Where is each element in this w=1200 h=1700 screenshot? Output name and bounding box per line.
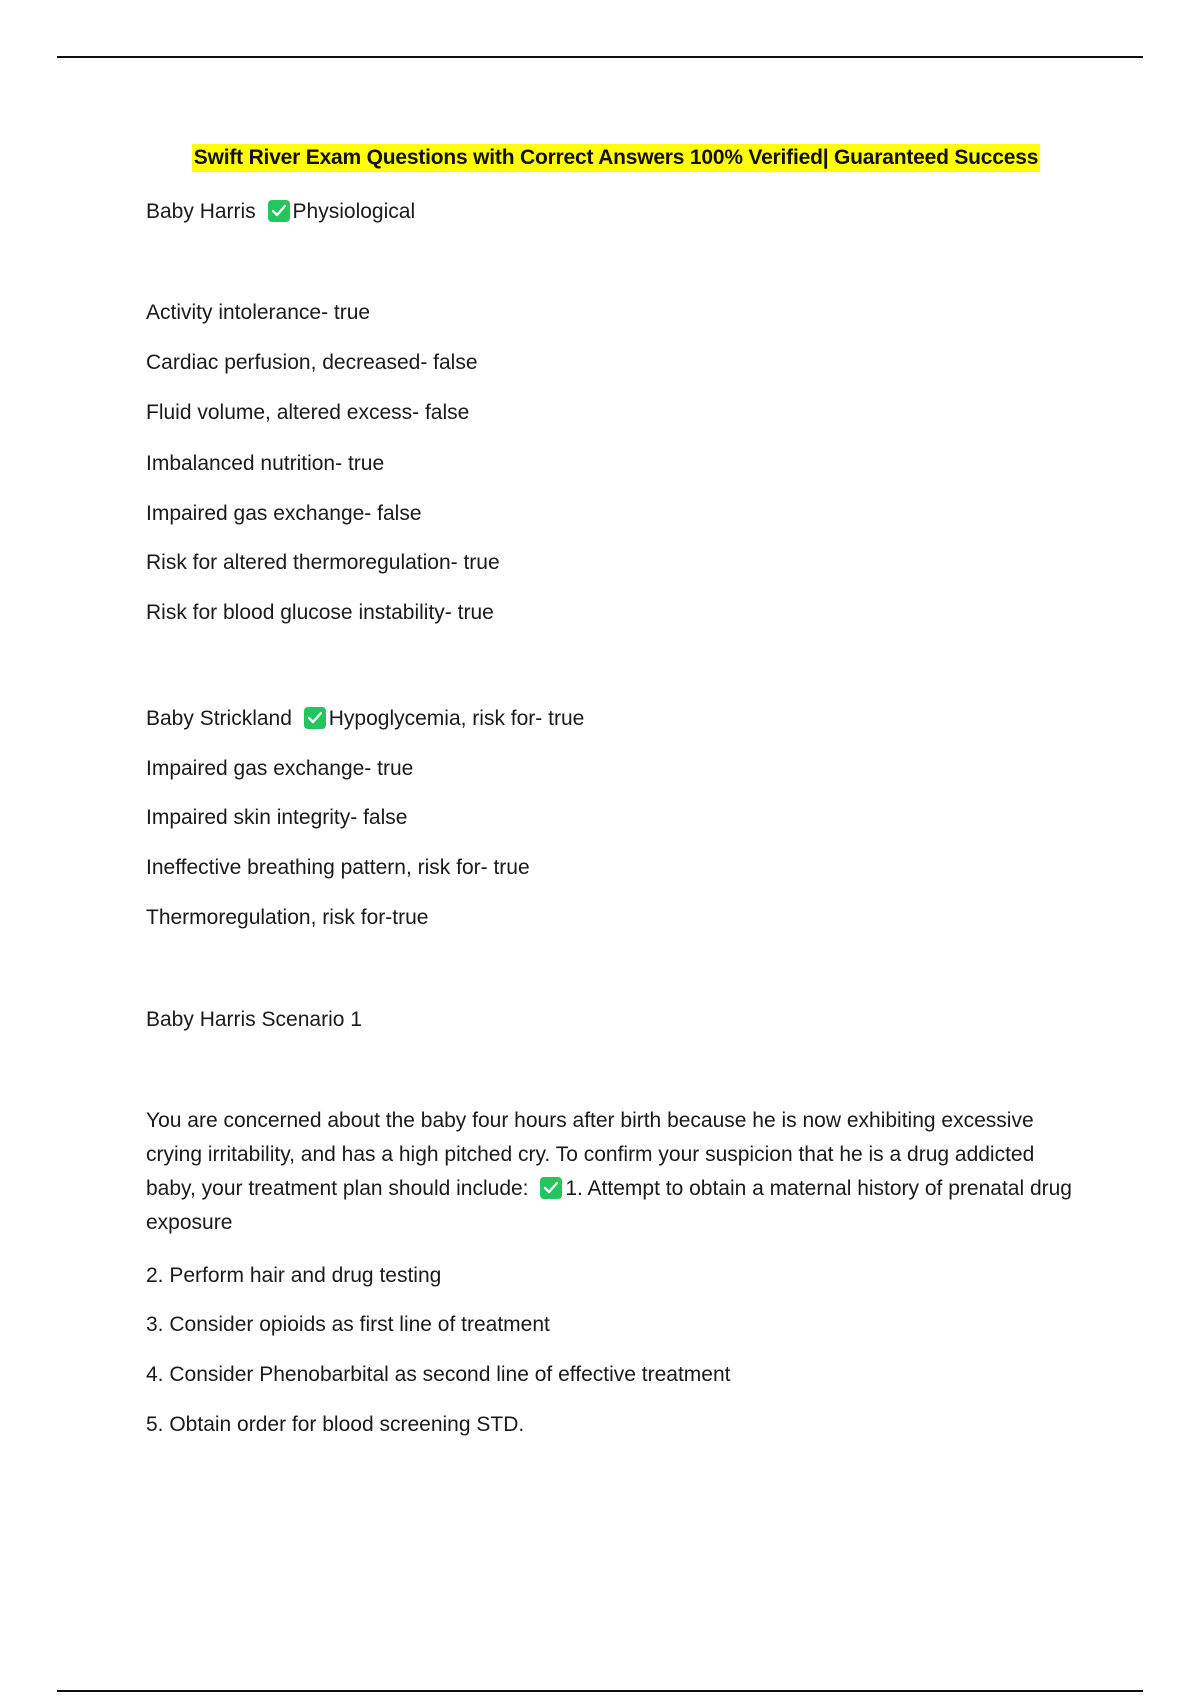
check-icon xyxy=(268,200,290,222)
question-answer: 1. Attempt to obtain a maternal history of prenatal drug exposure xyxy=(146,1177,1072,1234)
section-heading-label: Baby Harris xyxy=(146,200,256,223)
list-item: 5. Obtain order for blood screening STD. xyxy=(146,1413,525,1436)
list-item: Risk for altered thermoregulation- true xyxy=(146,551,500,574)
section-answer: Hypoglycemia, risk for- true xyxy=(328,707,585,730)
list-item: Impaired gas exchange- false xyxy=(146,502,422,525)
section-heading-baby-harris xyxy=(146,198,415,226)
list-item: Cardiac perfusion, decreased- false xyxy=(146,351,478,374)
list-item: Thermoregulation, risk for-true xyxy=(146,906,429,929)
list-item: Impaired skin integrity- false xyxy=(146,806,408,829)
document-title: Swift River Exam Questions with Correct Answers 100% Verified| Guaranteed Success xyxy=(192,144,1040,172)
check-icon xyxy=(304,707,326,729)
section-heading-baby-strickland xyxy=(146,705,584,733)
list-item: Impaired gas exchange- true xyxy=(146,757,414,780)
check-icon xyxy=(540,1177,562,1199)
list-item: Imbalanced nutrition- true xyxy=(146,452,385,475)
list-item: 2. Perform hair and drug testing xyxy=(146,1264,442,1287)
section-heading-scenario: Baby Harris Scenario 1 xyxy=(146,1008,362,1031)
list-item: Ineffective breathing pattern, risk for- true xyxy=(146,856,530,879)
section-answer: Physiological xyxy=(292,200,416,223)
list-item: 4. Consider Phenobarbital as second line of effective treatment xyxy=(146,1363,731,1386)
top-divider xyxy=(57,56,1143,58)
question-text: You are concerned about the baby four hours after birth because he is now exhibiting excessive crying irritability, and has a high pitched cry. To confirm your suspicion that he is a drug addicted baby, your treatment plan should include: xyxy=(146,1109,1035,1200)
list-item: 3. Consider opioids as first line of treatment xyxy=(146,1313,550,1336)
list-item: Activity intolerance- true xyxy=(146,301,371,324)
bottom-divider xyxy=(57,1690,1143,1692)
question-paragraph xyxy=(146,1104,1086,1240)
section-heading-label: Baby Strickland xyxy=(146,707,292,730)
list-item: Risk for blood glucose instability- true xyxy=(146,601,494,624)
title-container xyxy=(146,144,1086,172)
list-item: Fluid volume, altered excess- false xyxy=(146,401,470,424)
